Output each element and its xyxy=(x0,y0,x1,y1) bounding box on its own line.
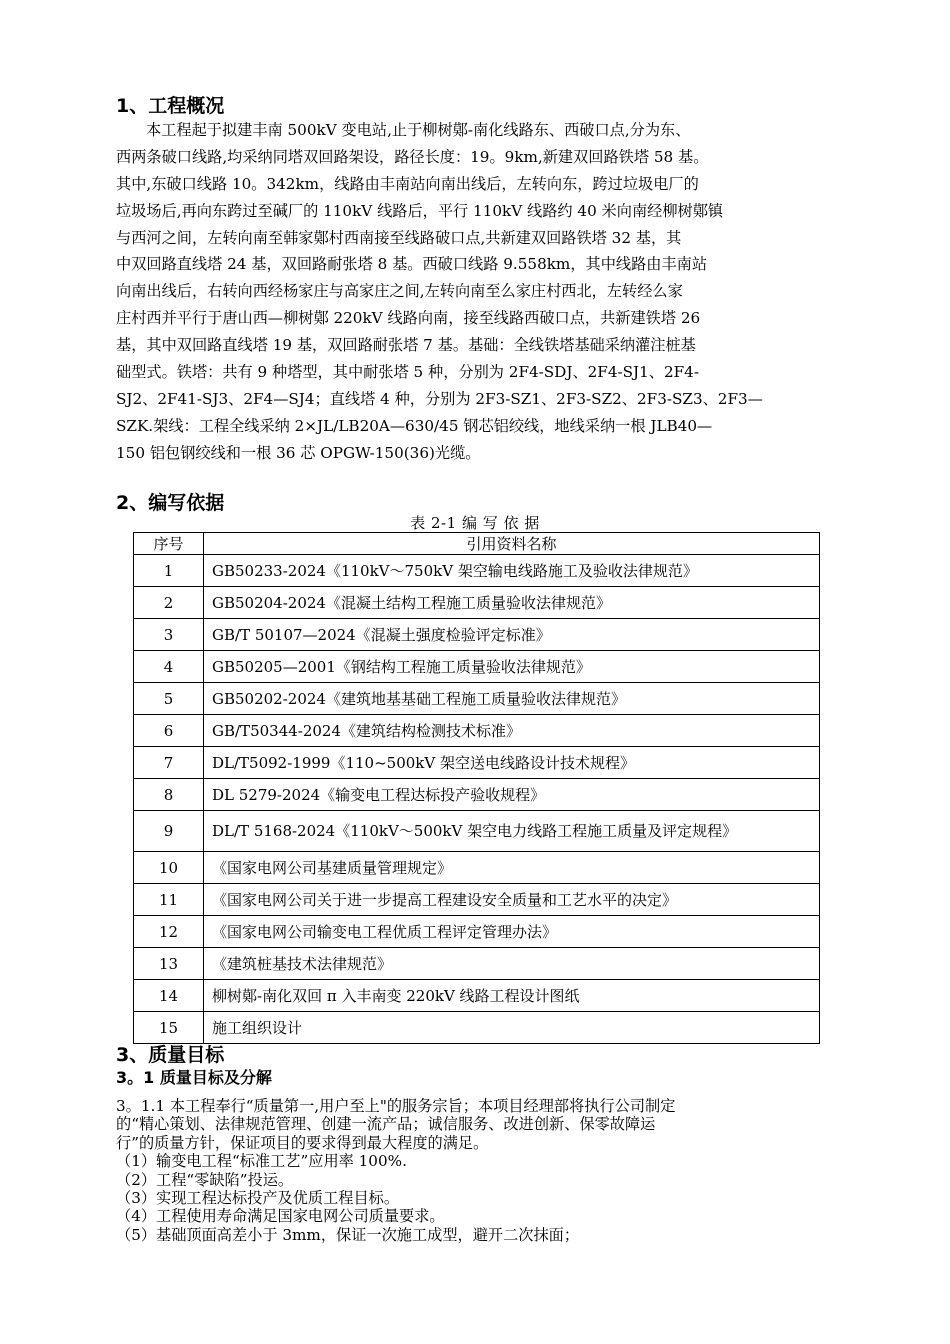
quality-line: （3）实现工程达标投产及优质工程目标。 xyxy=(116,1188,400,1207)
table-row xyxy=(134,779,820,811)
table-row xyxy=(134,1012,820,1044)
overview-line: 中双回路直线塔 24 基，双回路耐张塔 8 基。西破口线路 9.558km，其中线路由丰南站 xyxy=(116,255,708,274)
section-3-title: 3、质量目标 xyxy=(116,1044,225,1066)
table-row xyxy=(134,852,820,884)
row-reference-name: 《国家电网公司输变电工程优质工程评定管理办法》 xyxy=(204,916,820,948)
overview-line: 向南出线后，右转向西经杨家庄与高家庄之间,左转向南至么家庄村西北，左转经么家 xyxy=(116,282,683,301)
overview-line: 与西河之间，左转向南至韩家鄚村西南接至线路破口点,共新建双回路铁塔 32 基，其 xyxy=(116,228,682,247)
row-number: 5 xyxy=(134,683,204,715)
table-row xyxy=(134,587,820,619)
table-row xyxy=(134,980,820,1012)
quality-line: （5）基础顶面高差小于 3mm，保证一次施工成型，避开二次抹面； xyxy=(116,1225,580,1244)
section-2-title: 2、编写依据 xyxy=(116,492,225,514)
row-reference-name: GB50205—2001《钢结构工程施工质量验收法律规范》 xyxy=(204,651,820,683)
row-number: 9 xyxy=(134,811,204,852)
row-reference-name: 《国家电网公司关于进一步提高工程建设安全质量和工艺水平的决定》 xyxy=(204,884,820,916)
row-number: 7 xyxy=(134,747,204,779)
row-reference-name: DL/T5092-1999《110~500kV 架空送电线路设计技术规程》 xyxy=(204,747,820,779)
table-row xyxy=(134,811,820,852)
overview-line: 其中,东破口线路 10。342km，线路由丰南站向南出线后，左转向东，跨过垃圾电厂的 xyxy=(116,174,699,193)
row-number: 3 xyxy=(134,619,204,651)
section-3-1-subtitle: 3。1 质量目标及分解 xyxy=(116,1068,272,1087)
overview-line: 垃圾场后,再向东跨过至碱厂的 110kV 线路后，平行 110kV 线路约 40 米向南经柳树鄚镇 xyxy=(116,201,724,220)
overview-line: SZK.架线：工程全线采纳 2×JL/LB20A—630/45 钢芯铝绞线，地线采纳一根 JLB40— xyxy=(116,416,713,435)
project-overview-text xyxy=(116,117,836,467)
column-header-number: 序号 xyxy=(134,533,204,555)
quality-line: 的“精心策划、法律规范管理、创建一流产品；诚信服务、改进创新、保零故障运 xyxy=(116,1115,656,1134)
column-header-name: 引用资料名称 xyxy=(204,533,820,555)
overview-line: 庄村西并平行于唐山西—柳树鄚 220kV 线路向南，接至线路西破口点，共新建铁塔 26 xyxy=(116,309,701,328)
table-row xyxy=(134,747,820,779)
table-row xyxy=(134,683,820,715)
table-header-row xyxy=(134,533,820,555)
row-number: 15 xyxy=(134,1012,204,1044)
reference-table xyxy=(133,532,820,1044)
row-reference-name: DL/T 5168-2024《110kV～500kV 架空电力线路工程施工质量及评定规程》 xyxy=(204,811,820,852)
overview-line: 础型式。铁塔：共有 9 种塔型，其中耐张塔 5 种，分别为 2F4-SDJ、2F4-SJ1、2F4- xyxy=(116,363,699,382)
row-reference-name: 柳树鄚-南化双回 π 入丰南变 220kV 线路工程设计图纸 xyxy=(204,980,820,1012)
table-caption: 表 2-1 编 写 依 据 xyxy=(410,514,540,532)
table-row xyxy=(134,884,820,916)
table-row xyxy=(134,555,820,587)
row-number: 8 xyxy=(134,779,204,811)
row-number: 12 xyxy=(134,916,204,948)
row-number: 4 xyxy=(134,651,204,683)
overview-line: 西两条破口线路,均采纳同塔双回路架设，路径长度：19。9km,新建双回路铁塔 58 基。 xyxy=(116,147,709,166)
row-reference-name: GB50233-2024《110kV～750kV 架空输电线路施工及验收法律规范》 xyxy=(204,555,820,587)
row-reference-name: GB50202-2024《建筑地基基础工程施工质量验收法律规范》 xyxy=(204,683,820,715)
row-reference-name: 《国家电网公司基建质量管理规定》 xyxy=(204,852,820,884)
quality-line: （4）工程使用寿命满足国家电网公司质量要求。 xyxy=(116,1207,445,1226)
row-reference-name: 《建筑桩基技术法律规范》 xyxy=(204,948,820,980)
overview-line: 150 铝包钢绞线和一根 36 芯 OPGW-150(36)光缆。 xyxy=(116,443,481,462)
row-reference-name: 施工组织设计 xyxy=(204,1012,820,1044)
overview-line: SJ2、2F41-SJ3、2F4—SJ4；直线塔 4 种，分别为 2F3-SZ1、2F3-SZ2、2F3-SZ3、2F3— xyxy=(116,389,763,408)
row-reference-name: GB/T50344-2024《建筑结构检测技术标准》 xyxy=(204,715,820,747)
row-number: 6 xyxy=(134,715,204,747)
row-number: 1 xyxy=(134,555,204,587)
row-reference-name: GB/T 50107—2024《混凝土强度检验评定标准》 xyxy=(204,619,820,651)
quality-line: 行”的质量方针，保证项目的要求得到最大程度的满足。 xyxy=(116,1133,489,1152)
table-row xyxy=(134,619,820,651)
overview-line: 基，其中双回路直线塔 19 基，双回路耐张塔 7 基。基础：全线铁塔基础采纳灌注桩基 xyxy=(116,336,696,355)
table-row xyxy=(134,948,820,980)
quality-line: （1）输变电工程“标准工艺”应用率 100%. xyxy=(116,1152,407,1171)
row-number: 14 xyxy=(134,980,204,1012)
quality-line: （2）工程“零缺陷”投运。 xyxy=(116,1170,294,1189)
row-reference-name: DL 5279-2024《输变电工程达标投产验收规程》 xyxy=(204,779,820,811)
quality-line: 3。1.1 本工程奉行“质量第一,用户至上"的服务宗旨；本项目经理部将执行公司制定 xyxy=(116,1097,676,1115)
row-number: 10 xyxy=(134,852,204,884)
section-1-title: 1、工程概况 xyxy=(116,95,225,117)
overview-line: 本工程起于拟建丰南 500kV 变电站,止于柳树鄚-南化线路东、西破口点,分为东、 xyxy=(146,121,691,139)
row-reference-name: GB50204-2024《混凝土结构工程施工质量验收法律规范》 xyxy=(204,587,820,619)
quality-goals-text xyxy=(116,1097,846,1244)
row-number: 2 xyxy=(134,587,204,619)
table-row xyxy=(134,651,820,683)
row-number: 13 xyxy=(134,948,204,980)
row-number: 11 xyxy=(134,884,204,916)
table-row xyxy=(134,715,820,747)
table-row xyxy=(134,916,820,948)
